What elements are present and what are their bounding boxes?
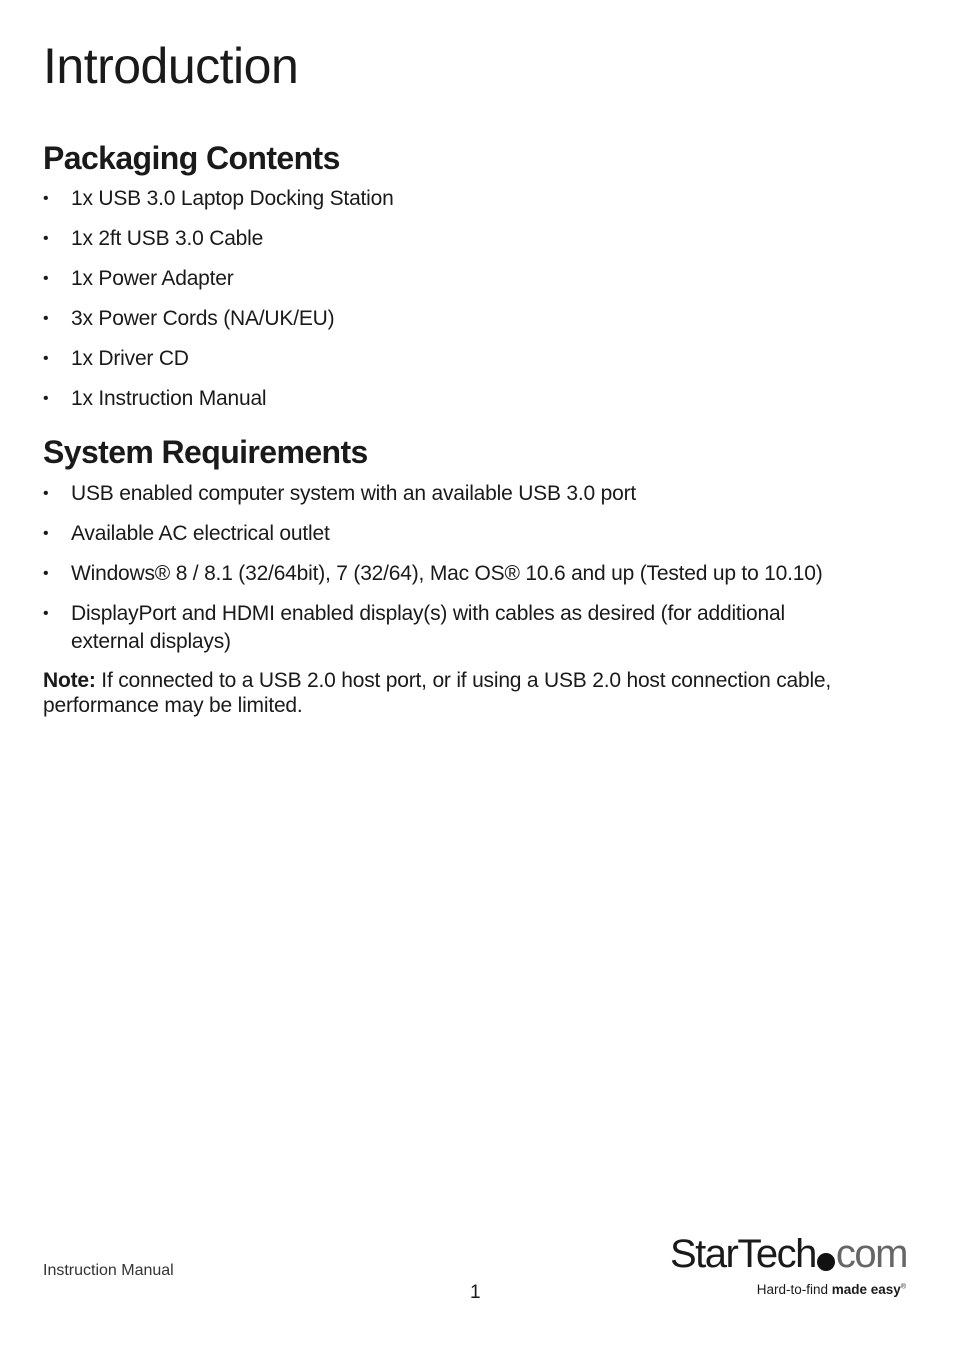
startech-logo	[670, 1232, 910, 1304]
packaging-contents-list	[43, 185, 903, 425]
list-item: • 1x USB 3.0 Laptop Docking Station	[43, 185, 903, 213]
list-item: • Windows® 8 / 8.1 (32/64bit), 7 (32/64), Mac OS® 10.6 and up (Tested up to 10.10)	[43, 560, 903, 588]
logo-tagline-start: Hard-to-find	[756, 1282, 832, 1297]
logo-suffix: com	[835, 1232, 907, 1276]
packaging-contents-heading: Packaging Contents	[43, 140, 340, 176]
list-item: • 3x Power Cords (NA/UK/EU)	[43, 305, 903, 333]
list-item: • DisplayPort and HDMI enabled display(s) with cables as desired (for additional external displays)	[43, 600, 861, 656]
system-requirements-list	[43, 480, 903, 656]
system-requirements-heading: System Requirements	[43, 434, 368, 470]
list-item: • 1x Instruction Manual	[43, 385, 903, 413]
note-paragraph	[43, 668, 911, 718]
logo-tagline	[757, 1282, 906, 1297]
logo-tagline-bold: made easy	[831, 1282, 901, 1297]
page-title: Introduction	[43, 38, 299, 94]
list-item: • 1x 2ft USB 3.0 Cable	[43, 225, 903, 253]
note-text: If connected to a USB 2.0 host port, or if using a USB 2.0 host connection cable, performance may be limited.	[43, 669, 832, 717]
logo-wordmark	[670, 1232, 907, 1276]
logo-dot-icon	[817, 1253, 835, 1271]
list-item: • 1x Driver CD	[43, 345, 903, 373]
list-item: • 1x Power Adapter	[43, 265, 903, 293]
list-item: • USB enabled computer system with an available USB 3.0 port	[43, 480, 903, 508]
page-number: 1	[470, 1282, 481, 1303]
logo-registered-mark: ®	[900, 1283, 906, 1291]
note-label: Note:	[43, 669, 96, 692]
list-item: • Available AC electrical outlet	[43, 520, 903, 548]
logo-brand: StarTech	[670, 1232, 816, 1276]
footer-manual-label: Instruction Manual	[43, 1262, 174, 1279]
